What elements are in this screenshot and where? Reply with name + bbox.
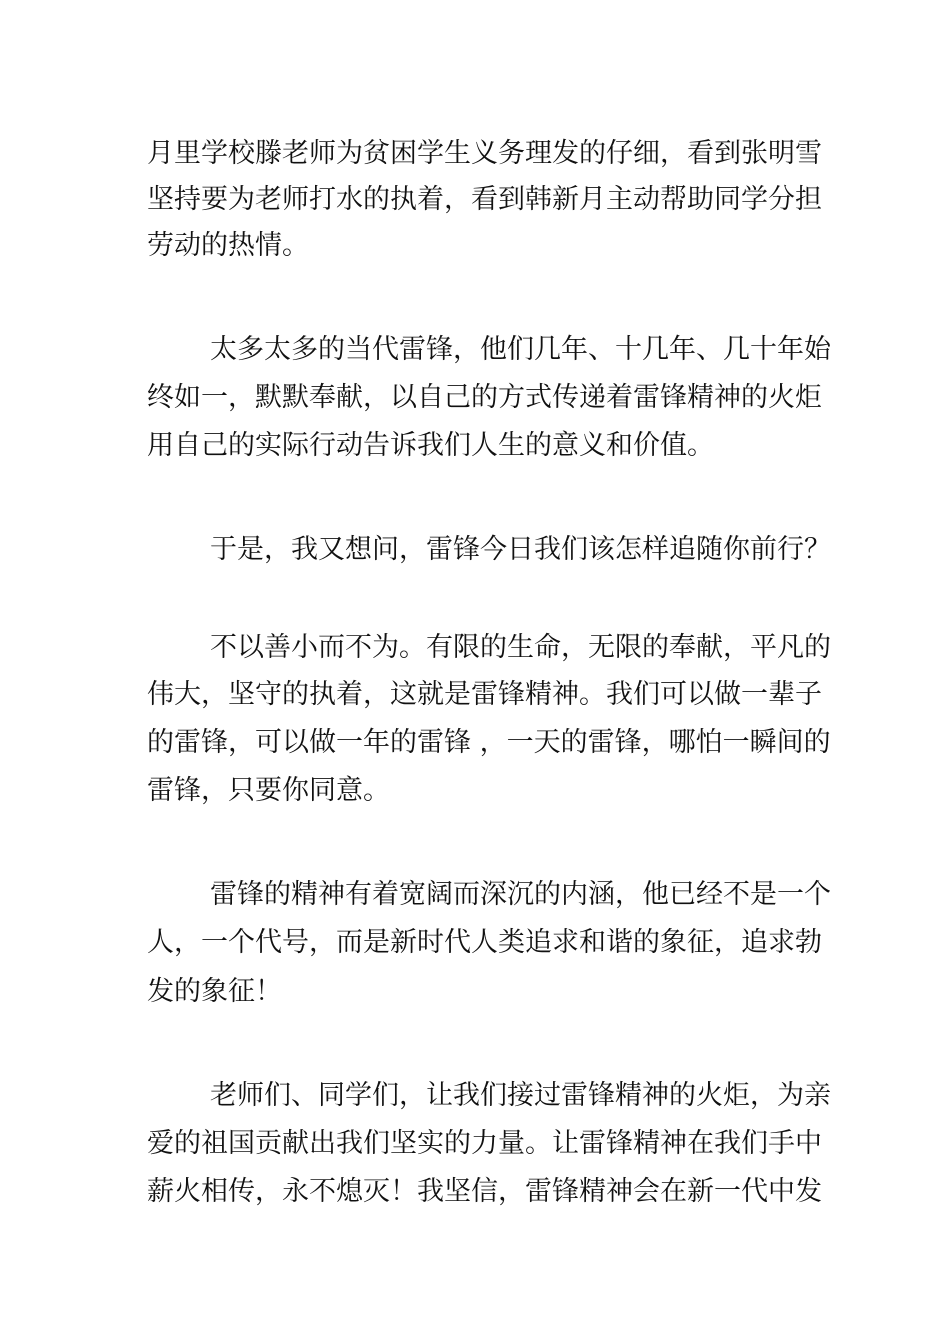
paragraph-line: 坚持要为老师打水的执着，看到韩新月主动帮助同学分担 bbox=[147, 184, 822, 215]
paragraph-line: 雷锋的精神有着宽阔而深沉的内涵，他已经不是一个 bbox=[210, 879, 831, 910]
paragraph-line: 人，一个代号，而是新时代人类追求和谐的象征，追求勃 bbox=[147, 927, 822, 958]
paragraph-line: 老师们、同学们，让我们接过雷锋精神的火炬，为亲 bbox=[210, 1080, 831, 1111]
paragraph-line: 不以善小而不为。有限的生命，无限的奉献，平凡的 bbox=[210, 632, 831, 663]
paragraph-line: 于是，我又想问，雷锋今日我们该怎样追随你前行？ bbox=[210, 534, 831, 565]
paragraph-line: 终如一，默默奉献，以自己的方式传递着雷锋精神的火炬 bbox=[147, 382, 822, 413]
paragraph-line: 雷锋，只要你同意。 bbox=[147, 775, 390, 806]
paragraph-line: 伟大，坚守的执着，这就是雷锋精神。我们可以做一辈子 bbox=[147, 679, 822, 710]
paragraph-line: 薪火相传，永不熄灭！我坚信，雷锋精神会在新一代中发 bbox=[147, 1176, 822, 1207]
paragraph-line: 发的象征！ bbox=[147, 976, 282, 1007]
paragraph-line: 用自己的实际行动告诉我们人生的意义和价值。 bbox=[147, 430, 714, 461]
paragraph-line: 爱的祖国贡献出我们坚实的力量。让雷锋精神在我们手中 bbox=[147, 1128, 822, 1159]
paragraph-line: 太多太多的当代雷锋，他们几年、十几年、几十年始 bbox=[210, 334, 831, 365]
paragraph-line: 月里学校滕老师为贫困学生义务理发的仔细，看到张明雪 bbox=[147, 138, 822, 169]
paragraph-line: 劳动的热情。 bbox=[147, 230, 309, 261]
paragraph-line: 的雷锋，可以做一年的雷锋 ，一天的雷锋，哪怕一瞬间的 bbox=[147, 727, 831, 758]
